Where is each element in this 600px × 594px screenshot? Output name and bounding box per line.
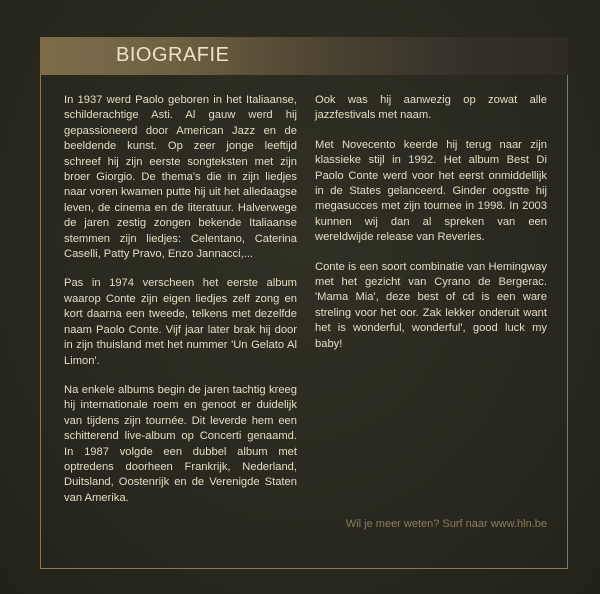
footer-website-note: Wil je meer weten? Surf naar www.hln.be [345, 518, 547, 530]
paragraph-first-album: Pas in 1974 verscheen het eerste album waarop Conte zijn eigen liedjes zelf zong en kort daarna een tweede, telkens met dezelfde naam Paolo Conte. Vijf jaar later brak hij door in zijn thuisland met het nummer 'Un Gelato Al Limon'. [64, 277, 297, 367]
right-text-column [315, 93, 547, 366]
paragraph-summary: Conte is een soort combinatie van Hemingway met het gezicht van Cyrano de Bergerac. 'Mama Mia', deze best of cd is een ware streling voor het oor. Zak lekker onderuit want het is wonderful, wonderful', good luck my baby! [315, 260, 547, 350]
page-title: BIOGRAFIE [116, 44, 230, 66]
left-text-column [64, 93, 297, 520]
paragraph-early-life: In 1937 werd Paolo geboren in het Italiaanse, schilderachtige Asti. Al gauw werd hij gepassioneerd door American Jazz en de beeldende kunst. Op zeer jonge leeftijd schreef hij zijn eerste songteksten met zijn broer Giorgio. De thema's die in zijn liedjes naar voren kwamen putte hij uit het alledaagse leven, de cinema en de literatuur. Halverwege de jaren zestig zongen bekende Italiaanse stemmen zijn liedjes: Celentano, Caterina Caselli, Patty Pravo, Enzo Jannacci,... [64, 94, 297, 261]
paragraph-novecento: Met Novecento keerde hij terug naar zijn klassieke stijl in 1992. Het album Best Di Paolo Conte werd voor het eerst onmiddellijk in de States gelanceerd. Ginder oogstte hij megasucces met zijn tournee in 1998. In 2003 kunnen wij dan al spreken van een wereldwijde release van Reveries. [315, 138, 547, 244]
paragraph-international-fame: Na enkele albums begin de jaren tachtig kreeg hij internationale roem en genoot er duidelijk van tijdens zijn tournée. Dit leverde hem een schitterend live-album op Concerti genaamd. In 1987 volgde een dubbel album met optredens doorheen Frankrijk, Nederland, Duitsland, Oostenrijk en de Verenigde Staten van Amerika. [64, 383, 297, 504]
paragraph-jazz-festivals: Ook was hij aanwezig op zowat alle jazzfestivals met naam. [315, 94, 547, 122]
